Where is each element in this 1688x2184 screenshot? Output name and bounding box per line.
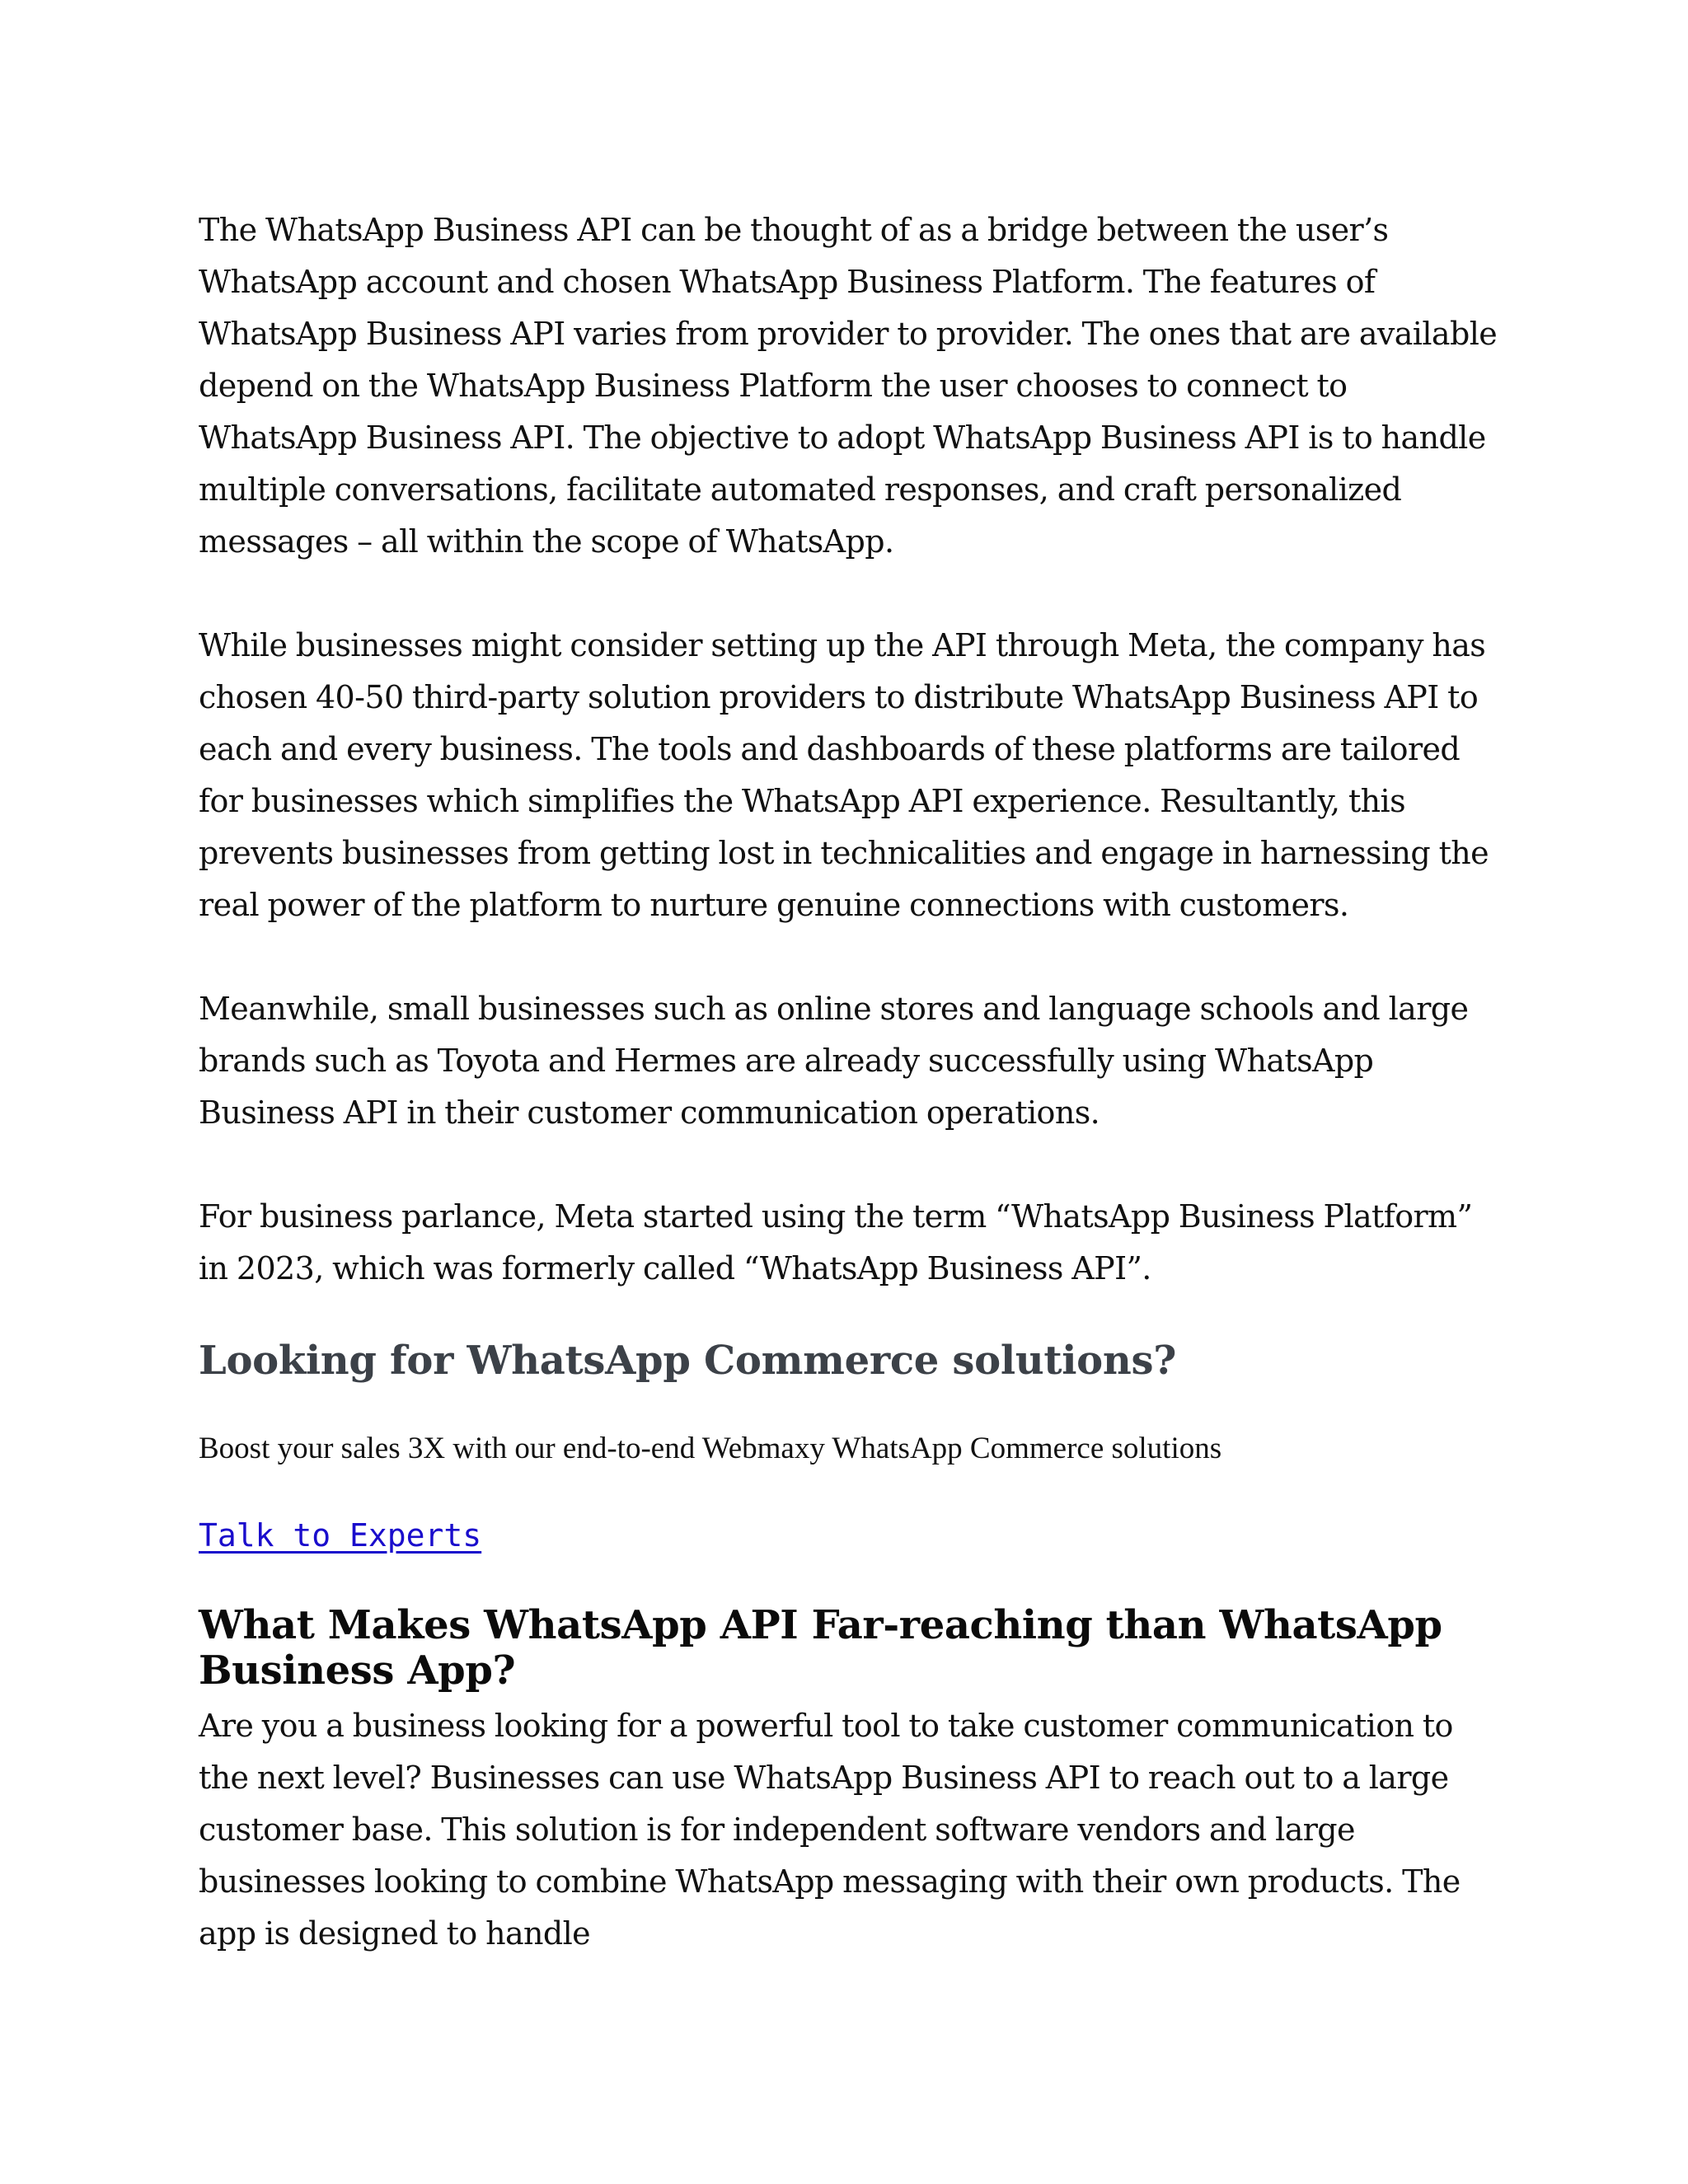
document-page — [199, 204, 1501, 1960]
paragraph-solution-providers: While businesses might consider setting up the API through Meta, the company has chosen 40-50 third-party solution providers to distribute WhatsApp Business API to each and every business. The tools and dashboards of these platforms are tailored for businesses which simplifies the WhatsApp API experience. Resultantly, this prevents businesses from getting lost in technicalities and engage in harnessing the real power of the platform to nurture genuine connections with customers. — [199, 627, 1489, 923]
cta-block — [199, 1336, 1501, 1603]
paragraph-api-bridge: The WhatsApp Business API can be thought of as a bridge between the user’s WhatsApp account and chosen WhatsApp Business Platform. The features of WhatsApp Business API varies from provider to provider. The ones that are available depend on the WhatsApp Business Platform the user chooses to connect to WhatsApp Business API. The objective to adopt WhatsApp Business API is to handle multiple conversations, facilitate automated responses, and craft personalized messages – all within the scope of WhatsApp. — [199, 212, 1498, 560]
talk-to-experts-link[interactable]: Talk to Experts — [199, 1517, 482, 1554]
paragraph-businesses-using-api: Meanwhile, small businesses such as online stores and language schools and large brands such as Toyota and Hermes are already successfully using WhatsApp Business API in their customer communication operations. — [199, 991, 1469, 1131]
cta-heading: Looking for WhatsApp Commerce solutions? — [199, 1338, 1177, 1384]
paragraph-platform-naming: For business parlance, Meta started using the term “WhatsApp Business Platform” in 2023, which was formerly called “WhatsApp Business API”. — [199, 1198, 1473, 1286]
section-body-paragraph: Are you a business looking for a powerful tool to take customer communication to the next level? Businesses can use WhatsApp Business API to reach out to a large customer base. This solution is for independent software vendors and large businesses looking to combine WhatsApp messaging with their own products. The app is designed to handle — [199, 1708, 1461, 1952]
section-heading: What Makes WhatsApp API Far-reaching than WhatsApp Business App? — [199, 1602, 1442, 1694]
cta-text: Boost your sales 3X with our end-to-end Webmaxy WhatsApp Commerce solutions — [199, 1432, 1222, 1465]
